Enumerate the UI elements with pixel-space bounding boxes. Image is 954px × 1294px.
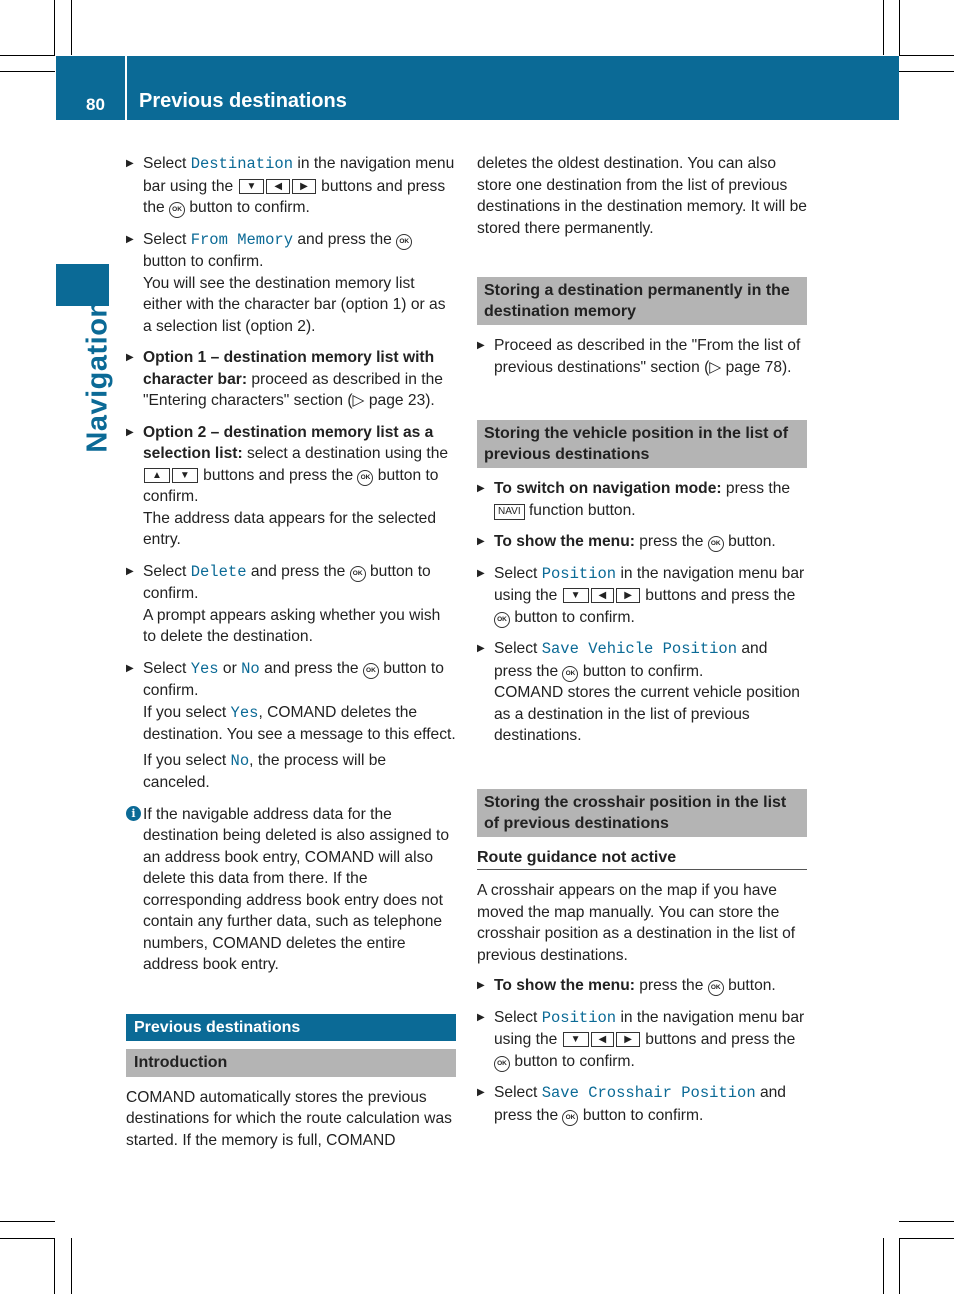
- step-save-vehicle-position: ▶ Select Save Vehicle Position and press the OK button to confirm. COMAND stores the current vehicle position as a destination in the list of previous destinations.: [477, 638, 807, 747]
- bullet-triangle-icon: ▶: [477, 483, 485, 494]
- step-option-1: ▶ Option 1 – destination memory list with character bar: proceed as described in the "Entering characters" section (▷ page 23).: [126, 349, 443, 409]
- crop-mark: [71, 0, 72, 55]
- step-from-memory: ▶ Select From Memory and press the OK button to confirm. You will see the destination memory list either with the character bar (option 1) or as a selection list (option 2).: [126, 229, 456, 338]
- step-note: If you select Yes, COMAND deletes the destination. You see a message to this effect.: [143, 703, 456, 743]
- down-button-icon: ▼: [172, 468, 198, 483]
- bullet-triangle-icon: ▶: [126, 662, 134, 674]
- step-show-menu: ▶ To show the menu: press the OK button.: [477, 975, 807, 997]
- subsection-heading: Introduction: [126, 1049, 456, 1077]
- right-button-icon: ▶: [292, 179, 316, 194]
- menu-item-from-memory: From Memory: [190, 230, 294, 249]
- crop-mark: [0, 1238, 55, 1239]
- header-divider: [125, 56, 127, 120]
- intro-paragraph: COMAND automatically stores the previous destinations for which the route calculation was started. If the memory is full, COMAND: [126, 1088, 452, 1149]
- crop-mark: [54, 1238, 55, 1294]
- left-column: [126, 153, 456, 1151]
- step-select-position: ▶ Select Position in the navigation menu bar using the ▼ ◀ ▶ buttons and press the OK button to confirm.: [477, 1008, 805, 1070]
- ok-button-icon: OK: [357, 470, 373, 486]
- step-yes-no: ▶ Select Yes or No and press the OK button to confirm. If you select Yes, COMAND deletes the destination. You see a message to this effect. If you select No, the process will be canceled.: [126, 658, 456, 794]
- crop-mark: [0, 55, 55, 56]
- left-button-icon: ◀: [591, 1032, 615, 1047]
- ok-button-icon: OK: [494, 1056, 510, 1072]
- down-button-icon: ▼: [239, 179, 265, 194]
- menu-item-position: Position: [541, 564, 617, 583]
- ok-button-icon: OK: [562, 1110, 578, 1126]
- subsection-heading: Storing a destination permanently in the destination memory: [477, 277, 807, 325]
- step-note: The address data appears for the selected entry.: [143, 509, 436, 548]
- step-navigation-mode: ▶ To switch on navigation mode: press the NAVI function button.: [477, 480, 791, 519]
- bullet-triangle-icon: ▶: [477, 1087, 485, 1098]
- crop-mark: [899, 1238, 900, 1294]
- step-save-crosshair-position: ▶ Select Save Crosshair Position and press the OK button to confirm.: [477, 1084, 786, 1124]
- step-select-position: ▶ Select Position in the navigation menu bar using the ▼ ◀ ▶ buttons and press the OK button to confirm.: [477, 564, 805, 626]
- bullet-triangle-icon: ▶: [477, 643, 485, 654]
- step-note: You will see the destination memory list either with the character bar (option 1) or as a selection list (option 2).: [143, 274, 446, 335]
- crop-mark: [899, 71, 954, 72]
- crop-mark: [899, 1238, 954, 1239]
- step-delete: ▶ Select Delete and press the OK button to confirm. A prompt appears asking whether you wish to delete the destination.: [126, 561, 456, 648]
- bullet-triangle-icon: ▶: [477, 567, 485, 579]
- step-note: COMAND stores the current vehicle position as a destination in the list of previous destinations.: [494, 684, 800, 744]
- page-number: 80: [86, 95, 105, 114]
- menu-item-destination: Destination: [190, 155, 294, 173]
- bullet-triangle-icon: ▶: [126, 352, 134, 363]
- ok-button-icon: OK: [708, 980, 724, 996]
- ok-button-icon: OK: [708, 536, 724, 552]
- bullet-triangle-icon: ▶: [126, 233, 134, 245]
- crop-mark: [71, 1238, 72, 1294]
- menu-item-save-vehicle-position: Save Vehicle Position: [541, 640, 738, 658]
- down-button-icon: ▼: [563, 1032, 589, 1047]
- ok-button-icon: OK: [562, 666, 578, 682]
- menu-item-yes: Yes: [190, 659, 219, 678]
- crop-mark: [883, 0, 884, 55]
- right-button-icon: ▶: [616, 1032, 640, 1047]
- down-button-icon: ▼: [563, 588, 589, 603]
- ok-button-icon: OK: [350, 566, 366, 582]
- bullet-triangle-icon: ▶: [477, 340, 485, 351]
- crop-mark: [0, 71, 55, 72]
- ok-button-icon: OK: [169, 202, 185, 218]
- menu-item-save-crosshair-position: Save Crosshair Position: [541, 1084, 756, 1102]
- bullet-triangle-icon: ▶: [126, 158, 134, 169]
- continued-paragraph: deletes the oldest destination. You can also store one destination from the list of previous destinations in the destination memory. It will be stored there permanently.: [477, 155, 807, 237]
- crop-mark: [54, 0, 55, 55]
- left-button-icon: ◀: [266, 179, 290, 194]
- right-column: [477, 153, 807, 1136]
- crosshair-paragraph: A crosshair appears on the map if you have moved the map manually. You can store the crosshair position as a destination in the list of previous destinations.: [477, 882, 796, 964]
- ok-button-icon: OK: [494, 612, 510, 628]
- navi-button-icon: NAVI: [494, 504, 525, 520]
- menu-item-position: Position: [541, 1008, 617, 1027]
- bullet-triangle-icon: ▶: [477, 1011, 485, 1023]
- bullet-triangle-icon: ▶: [477, 980, 485, 991]
- bullet-triangle-icon: ▶: [126, 426, 134, 438]
- info-note: i If the navigable address data for the destination being deleted is also assigned to an address book entry, COMAND will also delete this data from there. If the corresponding address book entry does not contain any further data, such as telephone numbers, COMAND deletes the entire address book entry.: [126, 804, 456, 976]
- subsection-heading: Storing the crosshair position in the list of previous destinations: [477, 789, 807, 837]
- page-header: [56, 56, 899, 120]
- menu-item-no: No: [241, 659, 260, 678]
- ok-button-icon: OK: [363, 663, 379, 679]
- section-heading: Previous destinations: [126, 1014, 456, 1042]
- crop-mark: [883, 1238, 884, 1294]
- left-button-icon: ◀: [591, 588, 615, 603]
- step-show-menu: ▶ To show the menu: press the OK button.: [477, 531, 807, 553]
- step-proceed: ▶ Proceed as described in the "From the list of previous destinations" section (▷ page 78).: [477, 337, 801, 376]
- bullet-triangle-icon: ▶: [477, 536, 485, 547]
- crop-mark: [899, 0, 900, 55]
- step-note: A prompt appears asking whether you wish to delete the destination.: [143, 606, 441, 645]
- bullet-triangle-icon: ▶: [126, 565, 134, 577]
- crop-mark: [899, 55, 954, 56]
- page-title: Previous destinations: [139, 90, 347, 112]
- ok-button-icon: OK: [396, 234, 412, 250]
- subsection-heading: Storing the vehicle position in the list of previous destinations: [477, 420, 807, 468]
- step-option-2: ▶ Option 2 – destination memory list as a selection list: select a destination using the ▲ ▼ buttons and press the OK button to confirm. The address data appears for the selected entry.: [126, 422, 456, 551]
- info-icon: i: [126, 806, 141, 821]
- menu-item-delete: Delete: [190, 562, 247, 581]
- right-button-icon: ▶: [616, 588, 640, 603]
- minor-heading: Route guidance not active: [477, 847, 807, 871]
- side-tab-label: Navigation: [81, 299, 114, 453]
- crop-mark: [0, 1221, 55, 1222]
- step-note: If you select No, the process will be canceled.: [143, 751, 387, 791]
- up-button-icon: ▲: [144, 468, 170, 483]
- crop-mark: [899, 1221, 954, 1222]
- step-select-destination: ▶ Select Destination in the navigation menu bar using the ▼ ◀ ▶ buttons and press the OK button to confirm.: [126, 155, 455, 216]
